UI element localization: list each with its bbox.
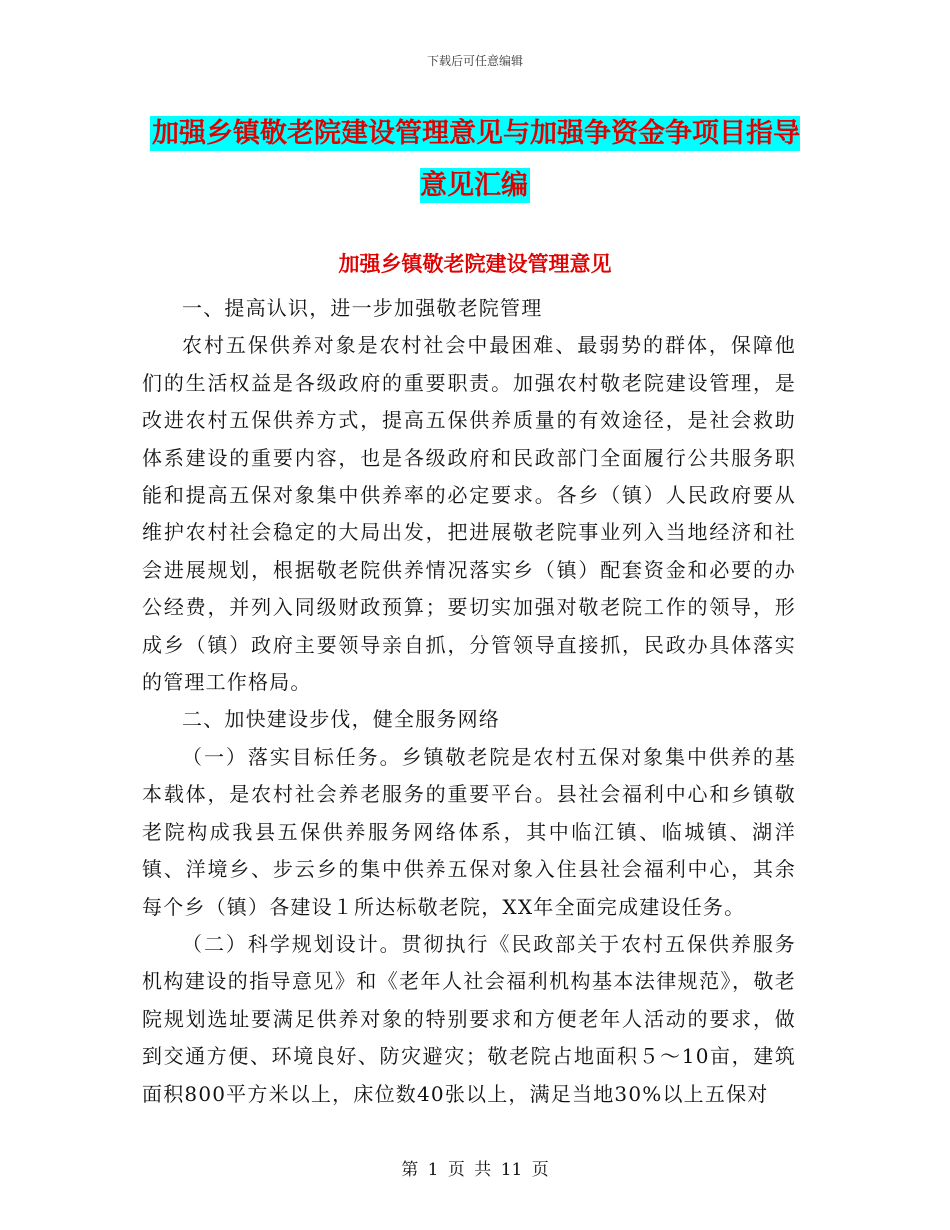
heading-2: 二、加快建设步伐，健全服务网络 (182, 707, 500, 732)
header-note: 下载后可任意编辑 (426, 54, 523, 68)
section-title: 加强乡镇敬老院建设管理意见 (338, 252, 612, 276)
paragraph-1: 农村五保供养对象是农村社会中最困难、最弱势的群体，保障他们的生活权益是各级政府的重要职责。加强农村敬老院建设管理，是改进农村五保供养方式，提高五保供养质量的有效途径，是社会救助体系建设的重要内容，也是各级政府和民政部门全面履行公共服务职能和提高五保对象集中供养率的必定要求。各乡（镇）人民政府要从维护农村社会稳定的大局出发，把进展敬老院事业列入当地经济和社会进展规划，根据敬老院供养情况落实乡（镇）配套资金和必要的办公经费，并列入同级财政预算；要切实加强对敬老院工作的领导，形成乡（镇）政府主要领导亲自抓，分管领导直接抓，民政办具体落实的管理工作格局。 (142, 333, 796, 695)
body-text (142, 290, 796, 1113)
main-title (140, 108, 810, 212)
heading-1: 一、提高认识，进一步加强敬老院管理 (182, 296, 543, 320)
page-footer: 第 1 页 共 11 页 (401, 1160, 549, 1180)
paragraph-3: （二）科学规划设计。贯彻执行《民政部关于农村五保供养服务机构建设的指导意见》和《老年人社会福利机构基本法律规范》，敬老院规划选址要满足供养对象的特别要求和方便老年人活动的要求，做到交通方便、环境良好、防灾避灾；敬老院占地面积５～10亩，建筑面积800平方米以上，床位数40张以上，满足当地30%以上五保对 (142, 931, 796, 1106)
main-title-text: 加强乡镇敬老院建设管理意见与加强争资金争项目指导意见汇编 (152, 118, 800, 201)
paragraph-2: （一）落实目标任务。乡镇敬老院是农村五保对象集中供养的基本载体，是农村社会养老服务的重要平台。县社会福利中心和乡镇敬老院构成我县五保供养服务网络体系，其中临江镇、临城镇、湖洋镇、洋境乡、步云乡的集中供养五保对象入住县社会福利中心，其余每个乡（镇）各建设１所达标敬老院，XX年全面完成建设任务。 (142, 744, 796, 919)
